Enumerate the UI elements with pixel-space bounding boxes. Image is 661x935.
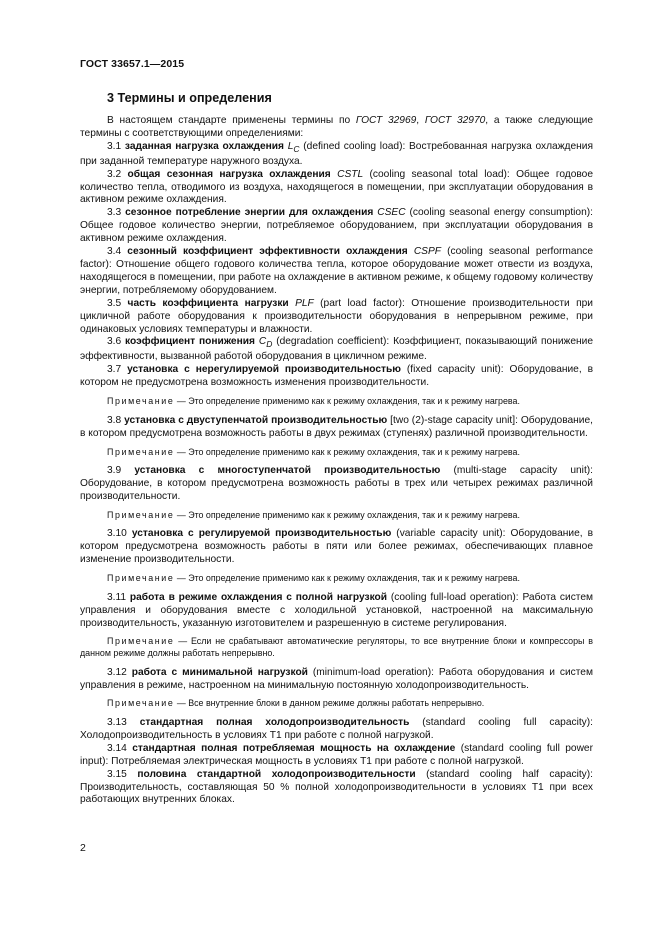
term-3-1 [80, 141, 593, 169]
note-dash: — [174, 698, 189, 709]
term-number: 3.15 [107, 768, 138, 780]
note-label: Примечание [107, 396, 175, 407]
term-symbol: CSTL [337, 168, 364, 180]
term-number: 3.7 [107, 364, 128, 376]
note-text: Это определение применимо как к режиму охлаждения, так и к режиму нагрева. [188, 509, 520, 520]
note [80, 396, 593, 408]
term-definition: (standard cooling full power input): Потребляемая электрическая мощность в условиях Т1 при работе с полной нагрузкой. [80, 742, 593, 767]
term-name: стандартная полная холодопроизводительность [139, 717, 410, 729]
term-name: установка с многоступенчатой производительностью [134, 465, 441, 477]
note-dash: — [174, 636, 191, 647]
term-definition: (cooling full-load operation): Работа систем управления и оборудования вместе с холодильной установкой, настроенной на максимальную производительность, указанную изготовителем и разрешенную в системе регулирования. [80, 591, 594, 629]
intro-text: В настоящем стандарте применены термины по [107, 115, 356, 126]
note-dash: — [174, 573, 189, 584]
note-dash: — [174, 509, 189, 520]
term-name: половина стандартной холодопроизводительности [137, 768, 416, 780]
term-number: 3.3 [107, 207, 126, 219]
term-definition: (standard cooling full capacity): Холодопроизводительность в условиях Т1 при работе с полной нагрузкой. [80, 717, 593, 741]
term-number: 3.5 [107, 297, 128, 309]
term-number: 3.6 [107, 336, 126, 348]
note-text: Это определение применимо как к режиму охлаждения, так и к режиму нагрева. [188, 573, 520, 584]
document-code: ГОСТ 33657.1—2015 [80, 58, 185, 70]
note-text: Все внутренние блоки в данном режиме должны работать непрерывно. [188, 698, 485, 709]
term-symbol: L [287, 140, 294, 152]
term-3-7 [80, 364, 593, 390]
note-label: Примечание [107, 446, 175, 457]
term-symbol: CSPF [413, 246, 441, 258]
term-number: 3.8 [107, 414, 125, 426]
section-title: 3 Термины и определения [107, 91, 272, 105]
term-symbol: PLF [295, 297, 314, 309]
term-number: 3.13 [107, 717, 140, 729]
term-name: сезонный коэффициент эффективности охлаждения [127, 246, 408, 258]
term-3-2 [80, 169, 593, 208]
term-number: 3.1 [107, 140, 125, 152]
standard-reference: ГОСТ 32969 [355, 115, 417, 126]
term-3-15 [80, 769, 593, 808]
term-number: 3.12 [107, 666, 132, 678]
page-number: 2 [80, 842, 86, 854]
term-3-6 [80, 336, 593, 364]
standard-reference: ГОСТ 32970 [424, 115, 486, 126]
term-3-3 [80, 207, 593, 246]
term-name: установка с двуступенчатой производительностью [124, 414, 388, 426]
section-body [80, 115, 593, 807]
term-number: 3.11 [107, 591, 130, 603]
term-symbol-subscript: C [293, 143, 300, 154]
term-name: установка с регулируемой производительностью [131, 528, 392, 540]
note [80, 510, 593, 522]
note-text: Это определение применимо как к режиму охлаждения, так и к режиму нагрева. [188, 446, 520, 457]
term-symbol-subscript: D [266, 339, 273, 350]
intro-separator: , [416, 115, 425, 126]
term-definition: (fixed capacity unit): Оборудование, в котором не предусмотрена возможность изменения производительности. [80, 364, 593, 389]
term-name: коэффициент понижения [125, 336, 255, 348]
term-number: 3.2 [107, 168, 128, 180]
note-label: Примечание [107, 636, 175, 647]
note-label: Примечание [107, 573, 175, 584]
note [80, 636, 593, 659]
term-definition: (cooling seasonal energy consumption): Общее годовое количество энергии, потребляемое оборудованием, при эксплуатации оборудования в активном режиме охлаждения. [80, 207, 593, 245]
term-number: 3.4 [107, 246, 128, 258]
term-definition: (cooling seasonal performance factor): Отношение общего годового количества тепла, которое оборудование может отвести из воздуха, находящегося в помещении, при работе на охлаждение в активном режиме, к общему годовому количеству энергии, потребляемому оборудованием. [80, 246, 594, 296]
term-3-9 [80, 465, 593, 504]
note [80, 698, 593, 710]
term-definition: [two (2)-stage capacity unit]: Оборудование, в котором предусмотрена возможность работы в двух режимах (ступенях) различной производительности. [80, 414, 593, 439]
note-dash: — [174, 396, 189, 407]
intro-paragraph [80, 115, 593, 141]
note-label: Примечание [107, 698, 175, 709]
term-name: заданная нагрузка охлаждения [124, 140, 284, 152]
term-3-11 [80, 592, 593, 631]
term-3-12 [80, 667, 593, 693]
term-3-13 [80, 717, 593, 743]
term-definition: (variable capacity unit): Оборудование, в котором предусмотрена возможность работы в пяти или более режимах, обеспечивающих плавное изменение производительности. [80, 528, 593, 566]
term-number: 3.14 [107, 742, 133, 754]
term-name: стандартная полная потребляемая мощность на охлаждение [132, 742, 456, 754]
term-3-4 [80, 246, 593, 298]
term-definition: (degradation coefficient): Коэффициент, показывающий понижение эффективности, вызванной работой оборудования в цикличном режиме. [80, 336, 593, 363]
term-name: общая сезонная нагрузка охлаждения [127, 168, 331, 180]
term-3-5 [80, 298, 593, 337]
term-symbol: CSEC [377, 207, 406, 219]
term-3-14 [80, 743, 593, 769]
term-name: сезонное потребление энергии для охлаждения [125, 207, 374, 219]
term-name: установка с нерегулируемой производительностью [127, 364, 401, 376]
term-name: работа с минимальной нагрузкой [131, 666, 308, 678]
term-number: 3.10 [107, 528, 132, 540]
note [80, 573, 593, 585]
term-definition: (multi-stage capacity unit): Оборудование, в котором предусмотрена возможность работы в трех или четырех режимах различной производительности. [80, 465, 593, 502]
note-text: Это определение применимо как к режиму охлаждения, так и к режиму нагрева. [188, 396, 520, 407]
term-definition: (standard cooling half capacity): Производительность, составляющая 50 % полной холодопроизводительности в условиях Т1 при всех работающих внутренних блоках. [80, 768, 593, 806]
note-dash: — [174, 446, 189, 457]
note [80, 447, 593, 459]
term-3-8 [80, 415, 593, 441]
term-3-10 [80, 528, 593, 567]
term-definition: (minimum-load operation): Работа оборудования и систем управления в режиме, настроенном на минимальную постоянную холодопроизводительность. [80, 666, 593, 691]
note-text: Если не срабатывают автоматические регуляторы, то все внутренние блоки и компрессоры в данном режиме должны работать непрерывно. [80, 636, 593, 659]
term-name: работа в режиме охлаждения с полной нагрузкой [129, 591, 388, 603]
term-definition: (part load factor): Отношение производительности при цикличной работе оборудования к производительности оборудования в непрерывном режиме, при одинаковых условиях температуры и влажности. [80, 297, 593, 335]
term-definition: (defined cooling load): Востребованная нагрузка охлаждения при заданной температуре наружного воздуха. [80, 140, 593, 167]
term-symbol: C [258, 336, 267, 348]
intro-text: , а также следующие термины с соответствующими определениями: [80, 115, 593, 139]
note-label: Примечание [107, 509, 175, 520]
term-name: часть коэффициента нагрузки [127, 297, 289, 309]
term-number: 3.9 [107, 465, 135, 477]
term-definition: (cooling seasonal total load): Общее годовое количество тепла, отводимого из воздуха, находящегося в помещении, при эксплуатации оборудования в активном режиме охлаждения. [80, 168, 593, 206]
